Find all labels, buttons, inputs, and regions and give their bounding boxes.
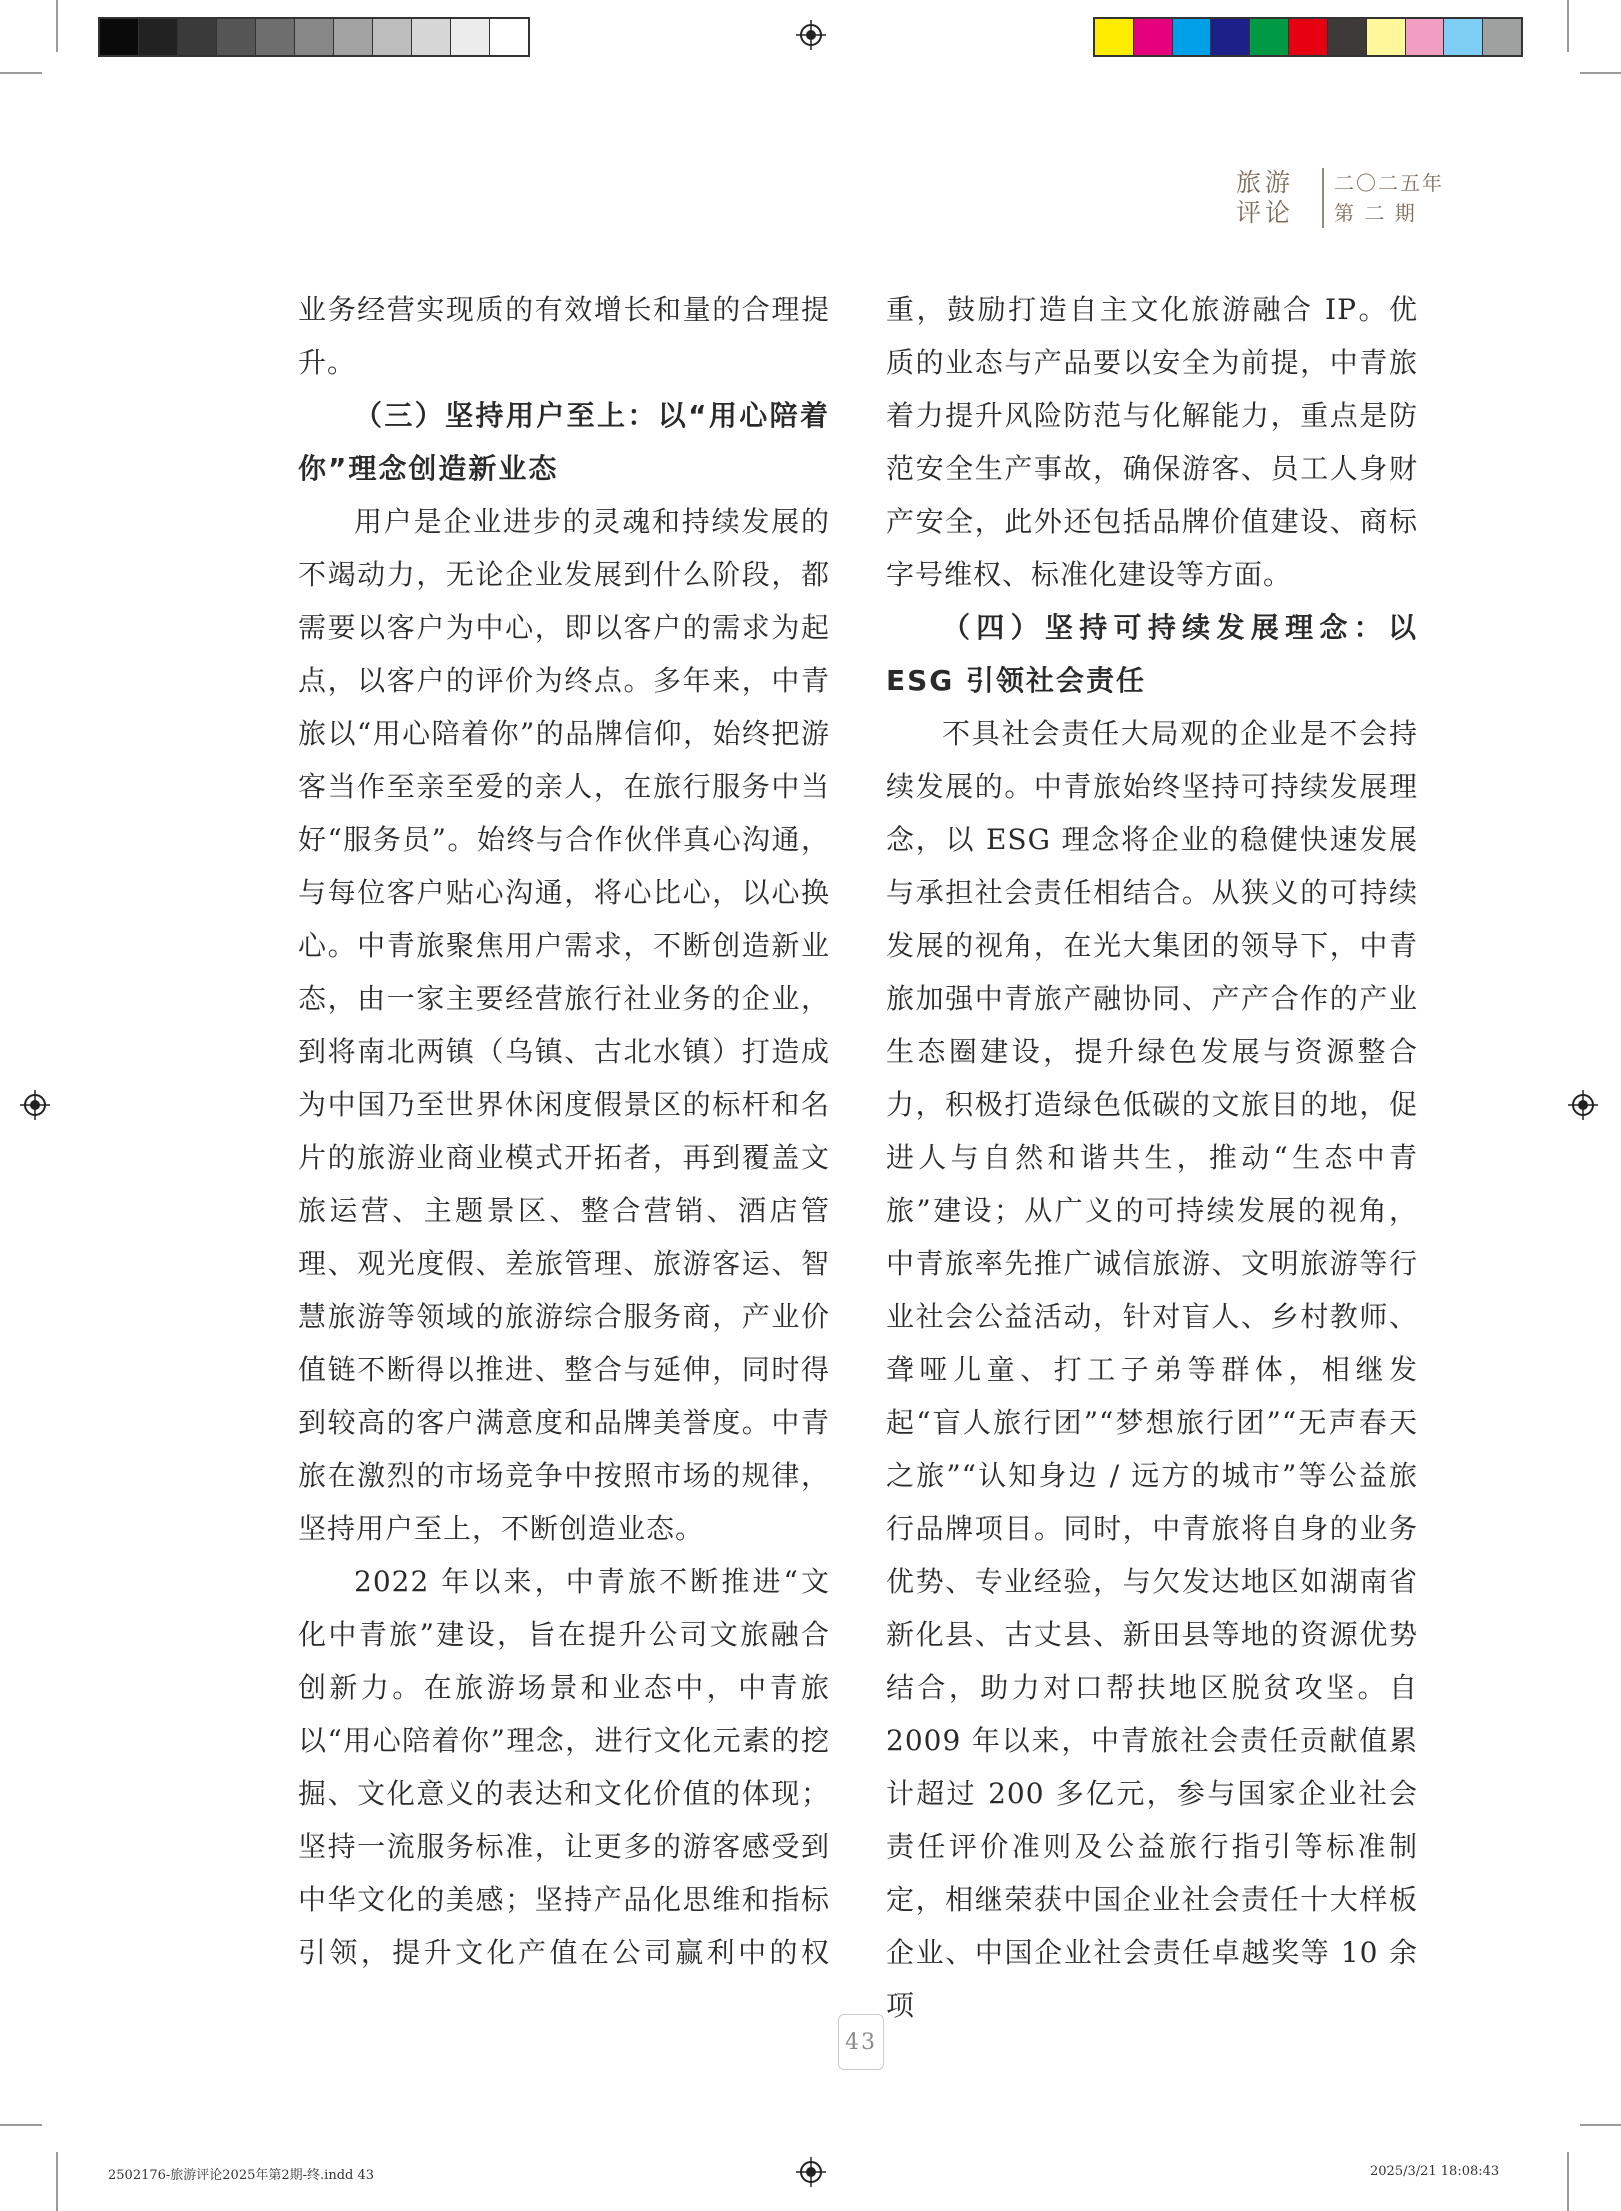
color-swatch (451, 19, 490, 55)
registration-mark-icon (20, 1090, 50, 1120)
crop-mark (1580, 72, 1621, 74)
masthead-divider (1322, 168, 1324, 228)
crop-mark (1580, 2124, 1621, 2126)
color-swatch (1483, 19, 1521, 55)
issue-year: 二〇二五年 (1334, 171, 1444, 195)
color-swatch (295, 19, 334, 55)
right-text-column (886, 283, 1418, 2032)
paragraph: 2022 年以来，中青旅不断推进“文化中青旅”建设，旨在提升公司文旅融合创新力。在旅游场景和业态中，中青旅以“用心陪着你”理念，进行文化元素的挖掘、文化意义的表达和文化价值的体现；坚持一流服务标准，让更多的游客感受到中华文化的美感；坚持产品化思维和指标引领，提升文化产值在公司赢利中的权 (298, 1565, 830, 1969)
color-swatch (1328, 19, 1367, 55)
paragraph: 用户是企业进步的灵魂和持续发展的不竭动力，无论企业发展到什么阶段，都需要以客户为中心，即以客户的需求为起点，以客户的评价为终点。多年来，中青旅以“用心陪着你”的品牌信仰，始终把游客当作至亲至爱的亲人，在旅行服务中当好“服务员”。始终与合作伙伴真心沟通，与每位客户贴心沟通，将心比心，以心换心。中青旅聚焦用户需求，不断创造新业态，由一家主要经营旅行社业务的企业，到将南北两镇（乌镇、古北水镇）打造成为中国乃至世界休闲度假景区的标杆和名片的旅游业商业模式开拓者，再到覆盖文旅运营、主题景区、整合营销、酒店管理、观光度假、差旅管理、旅游客运、智慧旅游等领域的旅游综合服务商，产业价值链不断得以推进、整合与延伸，同时得到较高的客户满意度和品牌美誉度。中青旅在激烈的市场竞争中按照市场的规律，坚持用户至上，不断创造业态。 (298, 505, 830, 1545)
color-swatch (373, 19, 412, 55)
color-swatch (1173, 19, 1212, 55)
crop-mark (1567, 0, 1569, 52)
color-swatch (1211, 19, 1250, 55)
registration-mark-icon (796, 20, 826, 50)
color-swatch (334, 19, 373, 55)
color-swatch (256, 19, 295, 55)
paragraph: 业务经营实现质的有效增长和量的合理提升。 (298, 293, 830, 379)
journal-name (1236, 168, 1318, 228)
color-swatch (490, 19, 528, 55)
color-swatch (1367, 19, 1406, 55)
color-swatch (412, 19, 451, 55)
slug-file-info: 2502176-旅游评论2025年第2期-终.indd 43 (108, 2168, 375, 2183)
section-heading: （三）坚持用户至上：以“用心陪着你”理念创造新业态 (298, 399, 830, 485)
color-swatch (178, 19, 217, 55)
color-swatch (1406, 19, 1445, 55)
color-swatch (1134, 19, 1173, 55)
registration-mark-icon (796, 2157, 826, 2187)
paragraph: 重，鼓励打造自主文化旅游融合 IP。优质的业态与产品要以安全为前提，中青旅着力提升风险防范与化解能力，重点是防范安全生产事故，确保游客、员工人身财产安全，此外还包括品牌价值建设、商标字号维权、标准化建设等方面。 (886, 293, 1418, 591)
color-swatch (139, 19, 178, 55)
section-heading: （四）坚持可持续发展理念：以 ESG 引领社会责任 (886, 611, 1418, 697)
color-swatch (100, 19, 139, 55)
issue-info (1334, 168, 1444, 228)
crop-mark (0, 2124, 42, 2126)
color-swatch (1444, 19, 1483, 55)
crop-mark (1567, 2152, 1569, 2211)
color-swatch (1250, 19, 1289, 55)
left-text-column (298, 283, 830, 1979)
journal-name-line1: 旅游 (1236, 168, 1295, 197)
registration-mark-icon (1568, 1090, 1598, 1120)
journal-masthead (1236, 167, 1444, 229)
journal-name-line2: 评论 (1236, 198, 1295, 227)
slug-timestamp: 2025/3/21 18:08:43 (1370, 2164, 1500, 2179)
color-swatch (1289, 19, 1328, 55)
issue-number: 第 二 期 (1334, 201, 1417, 225)
grayscale-color-bar (98, 17, 530, 57)
color-swatch (217, 19, 256, 55)
paragraph: 不具社会责任大局观的企业是不会持续发展的。中青旅始终坚持可持续发展理念，以 ESG 理念将企业的稳健快速发展与承担社会责任相结合。从狭义的可持续发展的视角，在光大集团的领导下，中青旅加强中青旅产融协同、产产合作的产业生态圈建设，提升绿色发展与资源整合力，积极打造绿色低碳的文旅目的地，促进人与自然和谐共生，推动“生态中青旅”建设；从广义的可持续发展的视角，中青旅率先推广诚信旅游、文明旅游等行业社会公益活动，针对盲人、乡村教师、聋哑儿童、打工子弟等群体，相继发起“盲人旅行团”“梦想旅行团”“无声春天之旅”“认知身边 / 远方的城市”等公益旅行品牌项目。同时，中青旅将自身的业务优势、专业经验，与欠发达地区如湖南省新化县、古丈县、新田县等地的资源优势结合，助力对口帮扶地区脱贫攻坚。自 2009 年以来，中青旅社会责任贡献值累计超过 200 多亿元，参与国家企业社会责任评价准则及公益旅行指引等标准制定，相继荣获中国企业社会责任十大样板企业、中国企业社会责任卓越奖等 10 余项 (886, 717, 1418, 2022)
crop-mark (56, 0, 58, 52)
crop-mark (56, 2152, 58, 2211)
page-number: 43 (838, 2014, 884, 2070)
process-color-bar (1093, 17, 1523, 57)
crop-mark (0, 72, 42, 74)
color-swatch (1095, 19, 1134, 55)
